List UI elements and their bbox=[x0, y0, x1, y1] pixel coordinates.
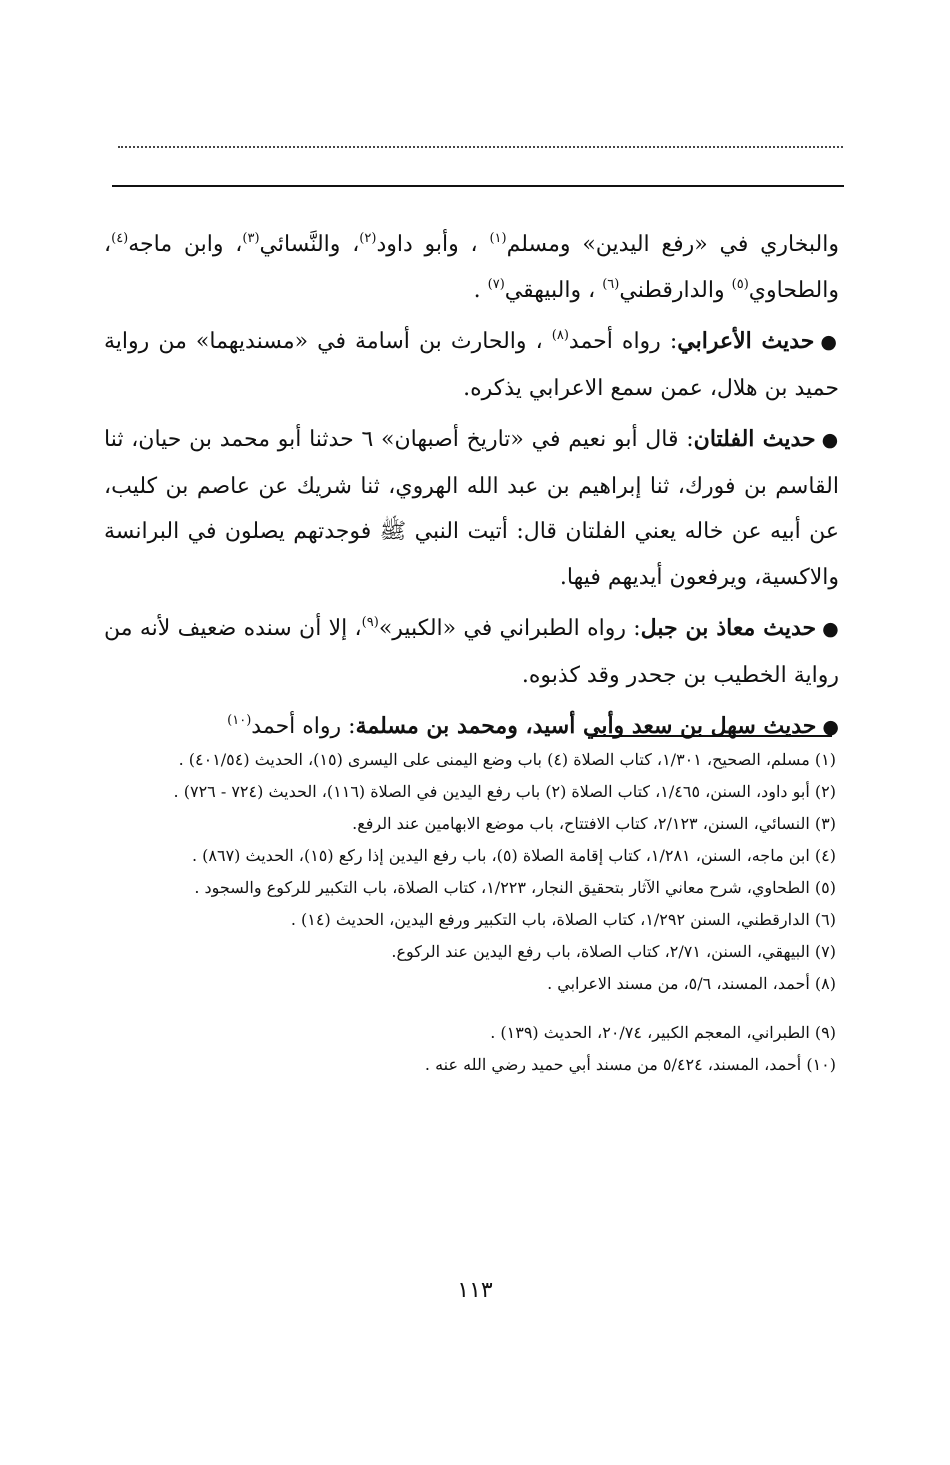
footnote-text: البيهقي، السنن، ٢/٧١، كتاب الصلاة، باب رفع اليدين عند الركوع. bbox=[391, 942, 810, 961]
footnote-number: (٤) bbox=[814, 846, 836, 865]
footnote-2 bbox=[120, 777, 836, 806]
footnotes bbox=[120, 745, 836, 1082]
paragraph-hadith-muadh bbox=[104, 606, 839, 698]
page-number: ١١٣ bbox=[457, 1278, 493, 1303]
footnote-number: (٨) bbox=[814, 974, 836, 993]
footnote-text: أحمد، المسند، ٥/٦، من مسند الاعرابي . bbox=[547, 974, 810, 993]
footnote-number: (٦) bbox=[814, 910, 836, 929]
footnote-5 bbox=[120, 873, 836, 902]
footnote-text: الدارقطني، السنن ١/٢٩٢، كتاب الصلاة، باب التكبير ورفع اليدين، الحديث (١٤) . bbox=[290, 910, 810, 929]
bullet-icon: ● bbox=[821, 429, 839, 451]
footnote-8 bbox=[120, 969, 836, 998]
text-segment: ، والنَّسائي bbox=[259, 232, 360, 257]
text-segment: والدارقطني bbox=[619, 277, 732, 303]
footnote-number: (٥) bbox=[814, 878, 836, 897]
footnote-text: مسلم، الصحيح، ١/٣٠١، كتاب الصلاة (٤) باب وضع اليمنى على اليسرى (١٥)، الحديث (٤٠١/٥٤) . bbox=[178, 750, 810, 769]
paragraph-hadith-arabi bbox=[104, 319, 839, 411]
text-segment: ، والبيهقي bbox=[504, 277, 603, 303]
footnote-1 bbox=[120, 745, 836, 774]
footnote-4 bbox=[120, 841, 836, 870]
footnote-ref: (٩) bbox=[361, 615, 379, 630]
footnote-text: الطحاوي، شرح معاني الآثار بتحقيق النجار، ١/٢٢٣، كتاب الصلاة، باب التكبير للركوع والسجود . bbox=[194, 878, 810, 897]
footnote-3 bbox=[120, 809, 836, 838]
hadith-heading: حديث سهل بن سعد وأبي أسيد، ومحمد بن مسلمة bbox=[355, 713, 817, 739]
footnote-separator bbox=[592, 735, 832, 737]
main-text bbox=[104, 222, 839, 757]
footnote-number: (١٠) bbox=[806, 1055, 836, 1074]
footnote-7 bbox=[120, 937, 836, 966]
dotted-header-line bbox=[118, 146, 843, 148]
text-segment: : رواه أحمد bbox=[251, 714, 356, 739]
footnote-number: (٣) bbox=[814, 814, 836, 833]
hadith-heading: حديث الأعرابي bbox=[677, 328, 815, 354]
text-segment: . bbox=[473, 277, 488, 303]
footnote-9 bbox=[120, 1018, 836, 1047]
footnote-10 bbox=[120, 1050, 836, 1079]
hadith-heading: حديث الفلتان bbox=[693, 426, 816, 452]
footnote-text: ابن ماجه، السنن، ١/٢٨١، كتاب إقامة الصلاة (٥)، باب رفع اليدين إذا ركع (١٥)، الحديث (٨٦٧) . bbox=[191, 846, 810, 865]
text-segment: ، والطحاوي bbox=[104, 232, 839, 303]
footnote-ref: (٣) bbox=[242, 231, 260, 246]
text-segment: ، إلا أن سنده ضعيف لأنه من رواية الخطيب بن جحدر وقد كذبوه. bbox=[104, 616, 839, 688]
text-segment: ، وابن ماجه bbox=[128, 232, 243, 257]
footnote-ref: (١) bbox=[489, 231, 507, 246]
bullet-icon: ● bbox=[822, 618, 839, 640]
footnote-ref: (٢) bbox=[359, 231, 377, 246]
paragraph-sources bbox=[104, 222, 839, 313]
footnote-ref: (١٠) bbox=[227, 713, 252, 728]
footnote-ref: (٧) bbox=[487, 276, 505, 292]
text-segment: ، والحارث بن أسامة في «مسنديهما» من رواية حميد بن هلال، عمن سمع الاعرابي يذكره. bbox=[104, 329, 839, 401]
footnote-number: (٩) bbox=[814, 1023, 836, 1042]
footnote-text: الطبراني، المعجم الكبير، ٢٠/٧٤، الحديث (١٣٩) . bbox=[490, 1023, 810, 1042]
text-segment: : قال أبو نعيم في «تاريخ أصبهان» ٦ حدثنا أبو محمد بن حيان، ثنا القاسم بن فورك، ثنا إبراهيم بن عبد الله الهروي، ثنا شريك عن عاصم بن كليب، عن أبيه عن خاله يعني الفلتان قال: أتيت النبي ﷺ فوجدتهم يصلون في البرانسة والاكسية، ويرفعون أيديهم فيها. bbox=[104, 427, 839, 590]
footnote-number: (٧) bbox=[814, 942, 836, 961]
header-rule bbox=[112, 185, 844, 187]
hadith-heading: حديث معاذ بن جبل bbox=[640, 615, 817, 641]
footnote-text: أبو داود، السنن، ١/٤٦٥، كتاب الصلاة (٢) باب رفع اليدين في الصلاة (١١٦)، الحديث (٧٢٤ - ٧٢٦) . bbox=[173, 782, 810, 801]
footnote-ref: (٤) bbox=[111, 231, 129, 246]
footnote-6 bbox=[120, 905, 836, 934]
text-segment: : رواه الطبراني في «الكبير» bbox=[378, 616, 641, 641]
footnote-number: (١) bbox=[814, 750, 836, 769]
text-segment: : رواه أحمد bbox=[568, 329, 678, 354]
footnote-ref: (٦) bbox=[602, 276, 620, 292]
bullet-icon: ● bbox=[820, 331, 840, 353]
footnote-ref: (٨) bbox=[551, 328, 569, 343]
footnote-number: (٢) bbox=[814, 782, 836, 801]
text-segment: ، وأبو داود bbox=[376, 232, 490, 257]
footnote-ref: (٥) bbox=[731, 276, 749, 292]
bullet-icon: ● bbox=[822, 716, 839, 738]
text-segment: والبخاري في «رفع اليدين» ومسلم bbox=[506, 232, 839, 257]
paragraph-hadith-fultan bbox=[104, 417, 839, 600]
footnote-text: أحمد، المسند، ٥/٤٢٤ من مسند أبي حميد رضي الله عنه . bbox=[424, 1055, 802, 1074]
footnote-text: النسائي، السنن، ٢/١٢٣، كتاب الافتتاح، باب موضع الابهامين عند الرفع. bbox=[352, 814, 810, 833]
paragraph-hadith-sahl bbox=[104, 704, 839, 751]
